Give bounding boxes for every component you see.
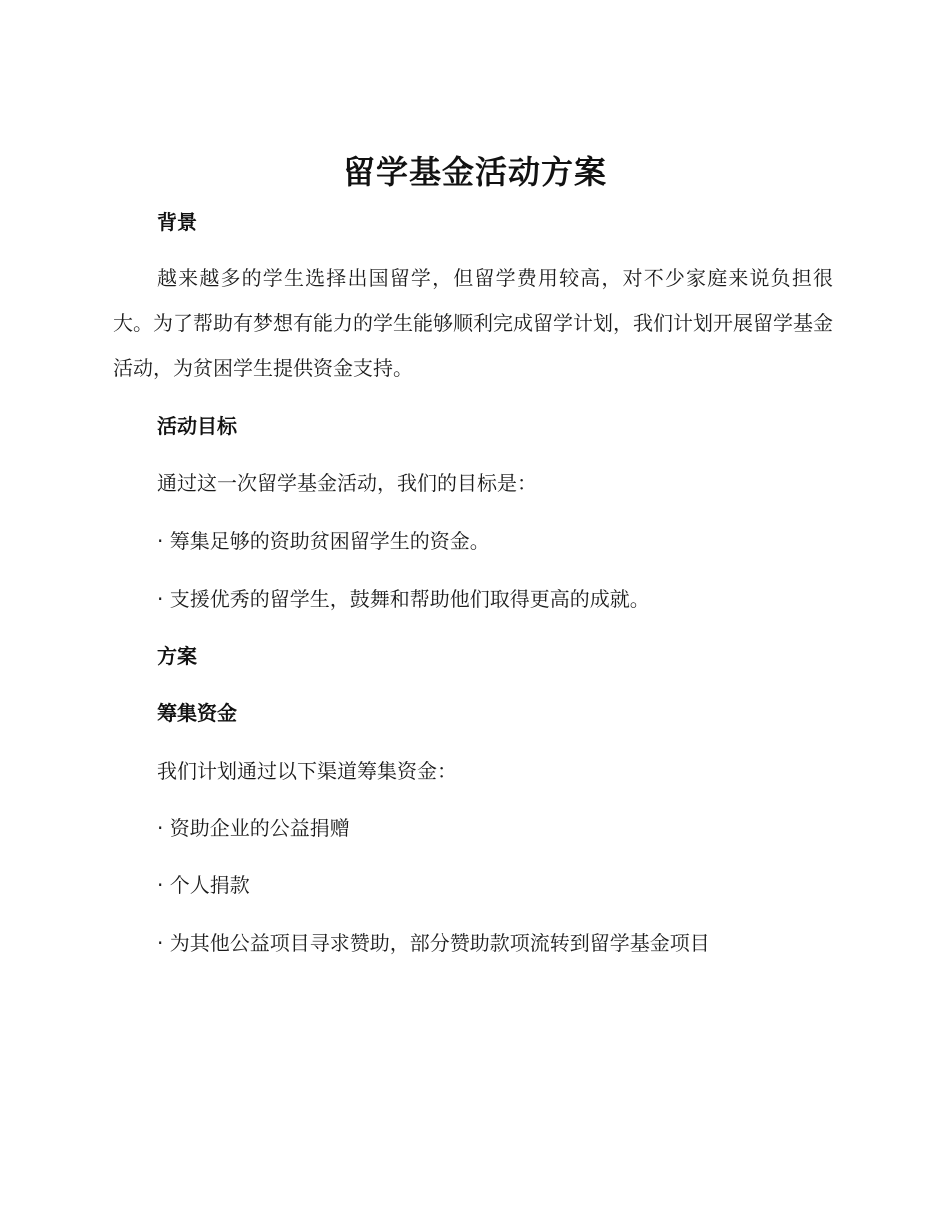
goals-intro: 通过这一次留学基金活动，我们的目标是： xyxy=(157,471,537,495)
fundraising-bullet-2: · 个人捐款 xyxy=(157,873,250,897)
section-heading-goals: 活动目标 xyxy=(157,414,237,438)
fundraising-bullet-1: · 资助企业的公益捐赠 xyxy=(157,816,350,840)
fundraising-intro: 我们计划通过以下渠道筹集资金： xyxy=(157,759,457,783)
goals-bullet-1: · 筹集足够的资助贫困留学生的资金。 xyxy=(157,529,490,553)
section-heading-background: 背景 xyxy=(157,210,197,234)
background-paragraph: 越来越多的学生选择出国留学，但留学费用较高，对不少家庭来说负担很大。为了帮助有梦想有能力的学生能够顺利完成留学计划，我们计划开展留学基金活动，为贫困学生提供资金支持。 xyxy=(113,266,833,380)
document-title: 留学基金活动方案 xyxy=(342,153,607,191)
goals-bullet-2: · 支援优秀的留学生，鼓舞和帮助他们取得更高的成就。 xyxy=(157,587,650,611)
fundraising-bullet-3: · 为其他公益项目寻求赞助，部分赞助款项流转到留学基金项目 xyxy=(157,931,710,955)
subsection-heading-fundraising: 筹集资金 xyxy=(157,701,237,725)
section-heading-plan: 方案 xyxy=(157,644,197,668)
